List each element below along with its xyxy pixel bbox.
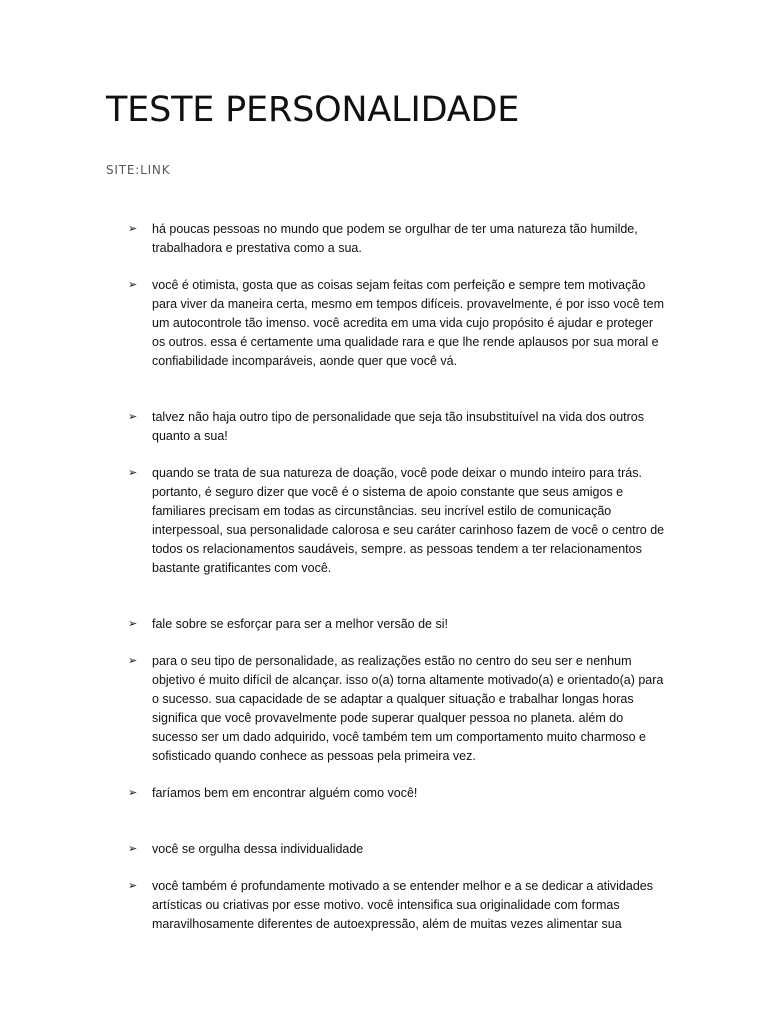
list-item-text: há poucas pessoas no mundo que podem se orgulhar de ter uma natureza tão humilde, trabalhadora e prestativa como a sua. bbox=[152, 222, 638, 255]
list-item bbox=[128, 220, 668, 258]
arrow-bullet-icon: ➢ bbox=[128, 843, 138, 855]
list-item bbox=[128, 615, 668, 634]
list-item-text: você se orgulha dessa individualidade bbox=[152, 842, 364, 856]
list-item bbox=[128, 464, 668, 578]
list-item-text: você é otimista, gosta que as coisas sejam feitas com perfeição e sempre tem motivação para viver da maneira certa, mesmo em tempos difíceis. provavelmente, é por isso você tem um autocontrole tão imenso. você acredita em uma vida cujo propósito é ajudar e proteger os outros. essa é certamente uma qualidade rara e que lhe rende aplausos por sua moral e confiabilidade incomparáveis, aonde quer que você vá. bbox=[152, 278, 665, 368]
arrow-bullet-icon: ➢ bbox=[128, 880, 138, 892]
list-item-text: para o seu tipo de personalidade, as realizações estão no centro do seu ser e nenhum objetivo é muito difícil de alcançar. isso o(a) torna altamente motivado(a) e orientado(a) para o sucesso. sua capacidade de se adaptar a qualquer situação e trabalhar longas horas significa que você provavelmente pode superar qualquer pessoa no planeta. além do sucesso ser um dado adquirido, você também tem um comportamento muito charmoso e sofisticado quando conhece as pessoas pela primeira vez. bbox=[152, 654, 664, 763]
arrow-bullet-icon: ➢ bbox=[128, 223, 138, 235]
list-item bbox=[128, 784, 668, 803]
list-item-text: quando se trata de sua natureza de doação, você pode deixar o mundo inteiro para trás. portanto, é seguro dizer que você é o sistema de apoio constante que seus amigos e familiares precisam em todas as circunstâncias. seu incrível estilo de comunicação interpessoal, sua personalidade calorosa e seu caráter carinhoso fazem de você o centro de todos os relacionamentos saudáveis, sempre. as pessoas tendem a ter relacionamentos bastante gratificantes com você. bbox=[152, 466, 665, 575]
list-item bbox=[128, 276, 668, 371]
list-item bbox=[128, 877, 668, 934]
list-item bbox=[128, 840, 668, 859]
arrow-bullet-icon: ➢ bbox=[128, 618, 138, 630]
list-item-text: fale sobre se esforçar para ser a melhor versão de si! bbox=[152, 617, 448, 631]
bullet-list bbox=[128, 220, 668, 952]
list-item bbox=[128, 652, 668, 766]
list-item-text: você também é profundamente motivado a se entender melhor e a se dedicar a atividades artísticas ou criativas por esse motivo. você intensifica sua originalidade com formas maravilhosamente diferentes de autoexpressão, além de muitas vezes alimentar sua bbox=[152, 879, 653, 931]
arrow-bullet-icon: ➢ bbox=[128, 467, 138, 479]
arrow-bullet-icon: ➢ bbox=[128, 411, 138, 423]
arrow-bullet-icon: ➢ bbox=[128, 655, 138, 667]
page-subtitle: SITE:LINK bbox=[106, 163, 171, 177]
arrow-bullet-icon: ➢ bbox=[128, 279, 138, 291]
list-item bbox=[128, 408, 668, 446]
list-item-text: faríamos bem em encontrar alguém como você! bbox=[152, 786, 418, 800]
list-item-text: talvez não haja outro tipo de personalidade que seja tão insubstituível na vida dos outros quanto a sua! bbox=[152, 410, 644, 443]
arrow-bullet-icon: ➢ bbox=[128, 787, 138, 799]
page-title: TESTE PERSONALIDADE bbox=[106, 90, 520, 130]
